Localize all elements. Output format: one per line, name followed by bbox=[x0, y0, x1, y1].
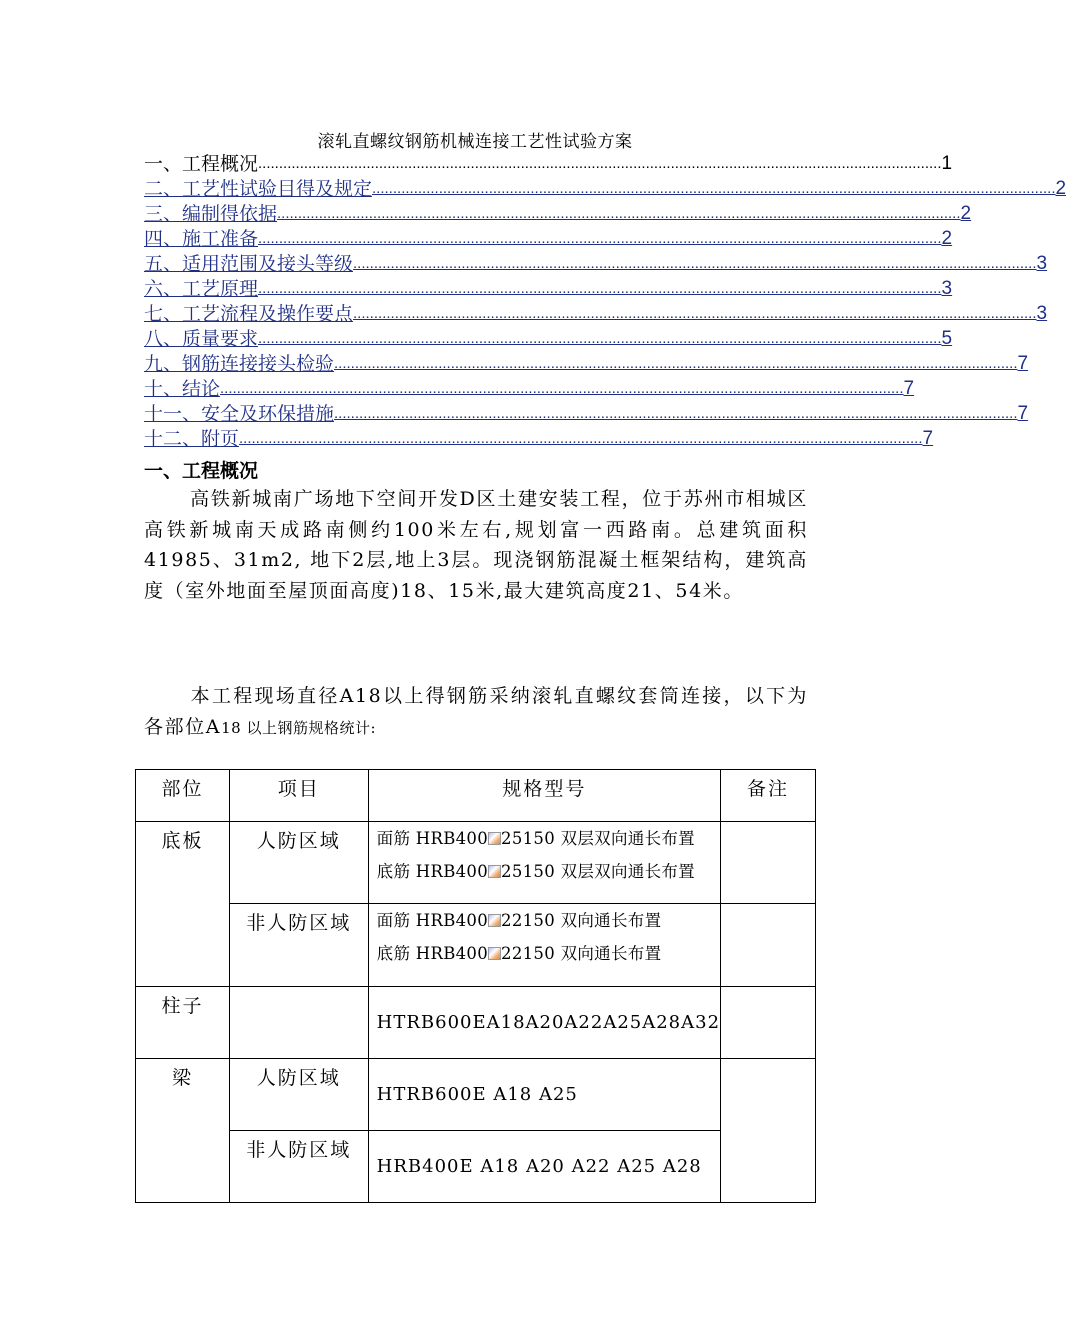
toc-page: 3 bbox=[1036, 303, 1048, 324]
steel-paragraph bbox=[144, 681, 808, 743]
toc-page: 1 bbox=[941, 153, 953, 174]
toc-item[interactable] bbox=[144, 400, 1029, 425]
toc-item-label: 二、工艺性试验目得及规定 bbox=[144, 178, 373, 200]
toc-page: 7 bbox=[1017, 353, 1029, 374]
spec-cell: HTRB600EA18A20A22A25A28A32 bbox=[368, 987, 720, 1059]
table-row bbox=[136, 904, 816, 987]
rebar-symbol-icon bbox=[488, 865, 501, 878]
note-cell bbox=[721, 822, 816, 904]
toc-leader: .................................................................................................................................................................... bbox=[334, 405, 1018, 422]
item-cell bbox=[229, 987, 368, 1059]
toc-item-label: 十一、安全及环保措施 bbox=[144, 403, 335, 425]
toc-leader: .................................................................................................................................................................... bbox=[220, 380, 904, 397]
document-title: 滚轧直螺纹钢筋机械连接工艺性试验方案 bbox=[317, 132, 633, 152]
toc-item[interactable] bbox=[144, 150, 953, 175]
table-row bbox=[136, 987, 816, 1059]
toc-page: 2 bbox=[941, 228, 953, 249]
header-cell: 项目 bbox=[229, 770, 368, 822]
item-cell: 非人防区域 bbox=[229, 904, 368, 987]
note-cell bbox=[721, 1059, 816, 1203]
toc-item[interactable] bbox=[144, 250, 1048, 275]
header-cell: 备注 bbox=[721, 770, 816, 822]
toc-item[interactable] bbox=[144, 375, 915, 400]
toc-page: 5 bbox=[941, 328, 953, 349]
item-cell: 非人防区域 bbox=[229, 1131, 368, 1203]
toc-item-label: 九、钢筋连接接头检验 bbox=[144, 353, 335, 375]
toc-item-label: 四、施工准备 bbox=[144, 228, 259, 250]
toc-item[interactable] bbox=[144, 200, 972, 225]
section-heading: 一、工程概况 bbox=[144, 460, 259, 482]
toc-item-label: 五、适用范围及接头等级 bbox=[144, 253, 354, 275]
note-cell bbox=[721, 904, 816, 987]
item-cell: 人防区域 bbox=[229, 1059, 368, 1131]
toc-leader: .................................................................................................................................................................... bbox=[277, 205, 961, 222]
toc-item[interactable] bbox=[144, 175, 1066, 200]
toc-item-label: 十二、附页 bbox=[144, 428, 240, 450]
spec-cell: HRB400E A18 A20 A22 A25 A28 bbox=[368, 1131, 720, 1203]
toc-item[interactable] bbox=[144, 425, 934, 450]
steel-text-small: 18 以上钢筋规格统计: bbox=[221, 718, 377, 737]
toc-page: 7 bbox=[1017, 403, 1029, 424]
item-cell: 人防区域 bbox=[229, 822, 368, 904]
spec-cell: 面筋 HRB400 25150 双层双向通长布置 底筋 HRB400 25150 双层双向通长布置 bbox=[368, 822, 720, 904]
rebar-symbol-icon bbox=[488, 832, 501, 845]
part-cell: 梁 bbox=[136, 1059, 230, 1203]
toc-item[interactable] bbox=[144, 350, 1029, 375]
toc-leader: .................................................................................................................................................................... bbox=[353, 255, 1037, 272]
table-of-contents bbox=[144, 150, 1066, 450]
toc-leader: .................................................................................................................................................................... bbox=[353, 305, 1037, 322]
overview-paragraph bbox=[144, 484, 808, 606]
spec-cell: 面筋 HRB400 22150 双向通长布置 底筋 HRB400 22150 双向通长布置 bbox=[368, 904, 720, 987]
toc-page: 7 bbox=[922, 428, 934, 449]
table-row bbox=[136, 1059, 816, 1131]
header-cell: 规格型号 bbox=[368, 770, 720, 822]
table-header-row bbox=[136, 770, 816, 822]
toc-page: 2 bbox=[1055, 178, 1066, 199]
toc-page: 3 bbox=[941, 278, 953, 299]
toc-leader: .................................................................................................................................................................... bbox=[239, 430, 923, 447]
part-cell: 柱子 bbox=[136, 987, 230, 1059]
rebar-spec-table bbox=[135, 769, 816, 1203]
toc-leader: .................................................................................................................................................................... bbox=[258, 280, 942, 297]
table-row bbox=[136, 1131, 816, 1203]
header-cell: 部位 bbox=[136, 770, 230, 822]
steel-text: 本工程现场直径A18以上得钢筋采纳滚轧直螺纹套筒连接，以下为各部位A bbox=[144, 685, 808, 738]
toc-leader: .................................................................................................................................................................... bbox=[334, 355, 1018, 372]
toc-item[interactable] bbox=[144, 300, 1048, 325]
toc-item-label: 三、编制得依据 bbox=[144, 203, 278, 225]
part-cell: 底板 bbox=[136, 822, 230, 987]
toc-item-label: 一、工程概况 bbox=[144, 153, 259, 175]
rebar-symbol-icon bbox=[488, 947, 501, 960]
toc-leader: .................................................................................................................................................................... bbox=[258, 230, 942, 247]
toc-item[interactable] bbox=[144, 225, 953, 250]
toc-leader: .................................................................................................................................................................... bbox=[372, 180, 1056, 197]
toc-leader: .................................................................................................................................................................... bbox=[258, 155, 942, 172]
spec-cell: HTRB600E A18 A25 bbox=[368, 1059, 720, 1131]
toc-item-label: 七、工艺流程及操作要点 bbox=[144, 303, 354, 325]
toc-item[interactable] bbox=[144, 275, 953, 300]
toc-item-label: 十、结论 bbox=[144, 378, 221, 400]
overview-text: 高铁新城南广场地下空间开发D区土建安装工程，位于苏州市相城区高铁新城南天成路南侧约100米左右,规划富一西路南。总建筑面积41985、31m2, 地下2层,地上3层。现浇钢筋混凝土框架结构，建筑高度（室外地面至屋顶面高度)18、15米,最大建筑高度21、54米。 bbox=[144, 488, 808, 602]
table-row bbox=[136, 822, 816, 904]
rebar-symbol-icon bbox=[488, 914, 501, 927]
toc-leader: .................................................................................................................................................................... bbox=[258, 330, 942, 347]
toc-page: 3 bbox=[1036, 253, 1048, 274]
note-cell bbox=[721, 987, 816, 1059]
toc-item[interactable] bbox=[144, 325, 953, 350]
toc-page: 2 bbox=[960, 203, 972, 224]
toc-item-label: 八、质量要求 bbox=[144, 328, 259, 350]
toc-item-label: 六、工艺原理 bbox=[144, 278, 259, 300]
toc-page: 7 bbox=[903, 378, 915, 399]
